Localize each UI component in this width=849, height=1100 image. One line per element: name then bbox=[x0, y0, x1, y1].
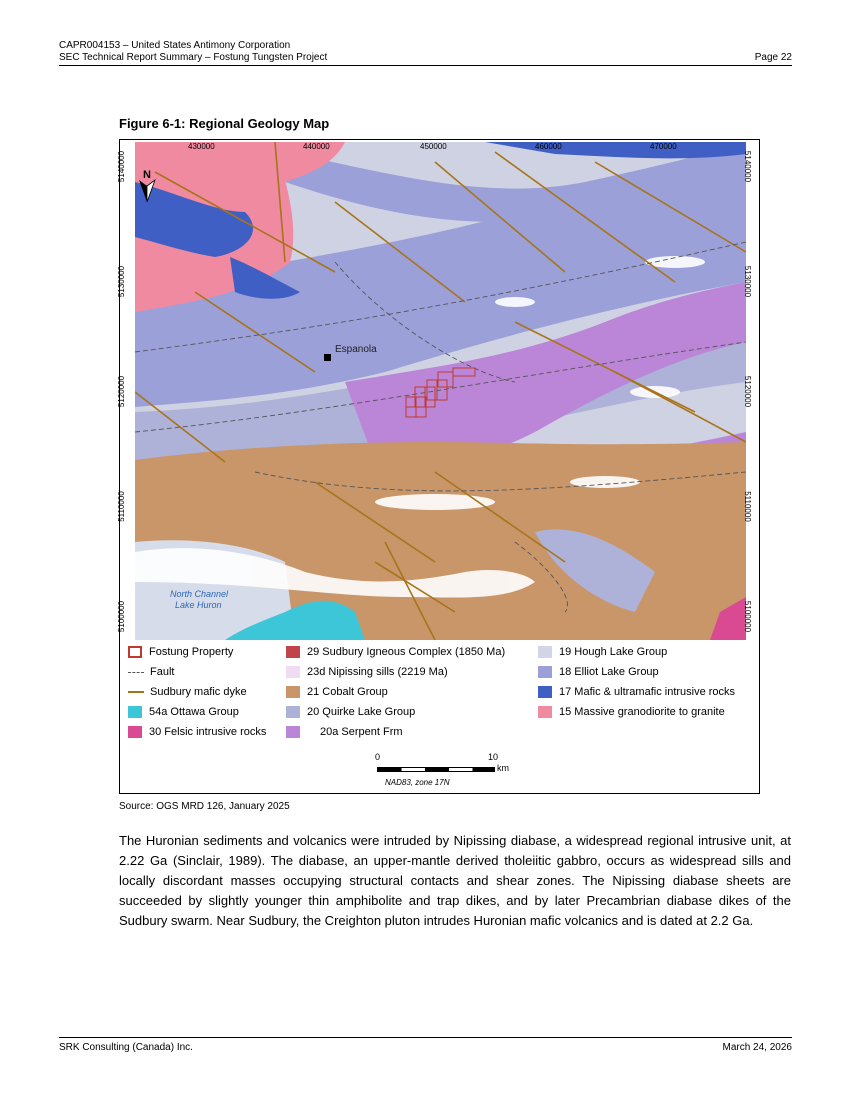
legend-swatch bbox=[538, 706, 552, 718]
map-legend bbox=[128, 643, 753, 743]
legend-swatch bbox=[538, 666, 552, 678]
legend-label: 20a Serpent Frm bbox=[320, 726, 403, 738]
legend-item bbox=[538, 663, 659, 681]
water-label-1: North Channel bbox=[170, 589, 229, 599]
legend-label: 15 Massive granodiorite to granite bbox=[559, 706, 725, 718]
north-label: N bbox=[143, 169, 151, 181]
legend-label: 54a Ottawa Group bbox=[149, 706, 239, 718]
y-axis-left bbox=[116, 142, 134, 640]
legend-item bbox=[128, 723, 266, 741]
legend-swatch bbox=[286, 666, 300, 678]
legend-item bbox=[128, 703, 239, 721]
legend-swatch bbox=[538, 646, 552, 658]
legend-label: 23d Nipissing sills (2219 Ma) bbox=[307, 666, 448, 678]
legend-label: 29 Sudbury Igneous Complex (1850 Ma) bbox=[307, 646, 506, 658]
y-tick: 5100000 bbox=[743, 600, 753, 633]
x-tick: 450000 bbox=[420, 142, 447, 151]
scale-datum: NAD83, zone 17N bbox=[385, 778, 450, 787]
town-label: Espanola bbox=[335, 344, 377, 355]
legend-item bbox=[538, 683, 735, 701]
y-tick: 5130000 bbox=[117, 265, 127, 298]
legend-item bbox=[538, 703, 725, 721]
footer-rule bbox=[59, 1037, 792, 1038]
legend-swatch bbox=[128, 706, 142, 718]
legend-label: 18 Elliot Lake Group bbox=[559, 666, 659, 678]
header-line-1: CAPR004153 – United States Antimony Corporation bbox=[59, 40, 291, 51]
legend-item bbox=[286, 703, 415, 721]
legend-item bbox=[286, 643, 505, 661]
x-tick: 430000 bbox=[188, 142, 215, 151]
scale-graphic bbox=[377, 767, 495, 772]
page-footer bbox=[59, 1042, 792, 1053]
legend-label: 19 Hough Lake Group bbox=[559, 646, 668, 658]
legend-label: Fostung Property bbox=[149, 646, 234, 658]
y-axis-right bbox=[742, 142, 760, 640]
legend-item bbox=[538, 643, 667, 661]
y-tick: 5120000 bbox=[743, 375, 753, 408]
page-header bbox=[59, 40, 792, 64]
y-tick: 5120000 bbox=[117, 375, 127, 408]
legend-swatch bbox=[128, 691, 144, 693]
legend-label: Fault bbox=[150, 666, 175, 678]
scale-unit: km bbox=[497, 763, 509, 773]
legend-item bbox=[128, 683, 247, 701]
y-tick: 5130000 bbox=[743, 265, 753, 298]
figure-source: Source: OGS MRD 126, January 2025 bbox=[119, 801, 290, 812]
y-tick: 5110000 bbox=[116, 491, 126, 522]
y-tick: 5140000 bbox=[117, 150, 127, 183]
header-line-2: SEC Technical Report Summary – Fostung Tungsten Project bbox=[59, 52, 328, 63]
x-tick: 470000 bbox=[650, 142, 677, 151]
body-paragraph: The Huronian sediments and volcanics were intruded by Nipissing diabase, a widespread regional intrusive unit, at 2.22 Ga (Sinclair, 1989). The diabase, an upper-mantle derived tholeiitic gabbro, occurs as widespread sills and locally discordant masses occupying structural contacts and shear zones. The Nipissing diabase sheets are succeeded by slightly younger thin amphibolite and trap dikes, and by later Precambrian diabase dikes of the Sudbury swarm. Near Sudbury, the Creighton pluton intrudes Huronian mafic volcanics and is dated at 2.2 Ga. bbox=[119, 833, 791, 928]
footer-company: SRK Consulting (Canada) Inc. bbox=[59, 1042, 193, 1053]
footer-date: March 24, 2026 bbox=[722, 1042, 792, 1053]
legend-swatch bbox=[128, 646, 142, 658]
legend-swatch bbox=[286, 686, 300, 698]
page-number: Page 22 bbox=[754, 52, 792, 63]
legend-item bbox=[128, 643, 233, 661]
legend-swatch bbox=[286, 726, 300, 738]
legend-label: 21 Cobalt Group bbox=[307, 686, 388, 698]
town-marker bbox=[324, 354, 331, 361]
legend-item bbox=[286, 723, 403, 741]
scale-zero: 0 bbox=[375, 752, 381, 762]
x-tick: 440000 bbox=[303, 142, 330, 151]
legend-label: 30 Felsic intrusive rocks bbox=[149, 726, 267, 738]
figure-frame bbox=[116, 139, 760, 794]
legend-swatch bbox=[128, 726, 142, 738]
legend-label: Sudbury mafic dyke bbox=[150, 686, 247, 698]
y-tick: 5100000 bbox=[117, 600, 127, 633]
legend-swatch bbox=[538, 686, 552, 698]
legend-label: 17 Mafic & ultramafic intrusive rocks bbox=[559, 686, 736, 698]
figure-title: Figure 6-1: Regional Geology Map bbox=[119, 116, 330, 131]
legend-swatch bbox=[128, 672, 144, 673]
water-label-2: Lake Huron bbox=[175, 600, 222, 610]
legend-item bbox=[286, 663, 448, 681]
x-tick: 460000 bbox=[535, 142, 562, 151]
legend-item bbox=[128, 663, 174, 681]
legend-swatch bbox=[286, 646, 300, 658]
legend-swatch bbox=[286, 706, 300, 718]
scale-ten: 10 bbox=[488, 752, 499, 762]
y-tick: 5140000 bbox=[743, 150, 753, 183]
legend-item bbox=[286, 683, 388, 701]
scale-bar bbox=[375, 752, 525, 792]
y-tick: 5110000 bbox=[742, 491, 752, 522]
header-rule bbox=[59, 65, 792, 66]
x-axis-top bbox=[135, 142, 746, 152]
legend-label: 20 Quirke Lake Group bbox=[307, 706, 416, 718]
geology-map bbox=[135, 142, 746, 640]
